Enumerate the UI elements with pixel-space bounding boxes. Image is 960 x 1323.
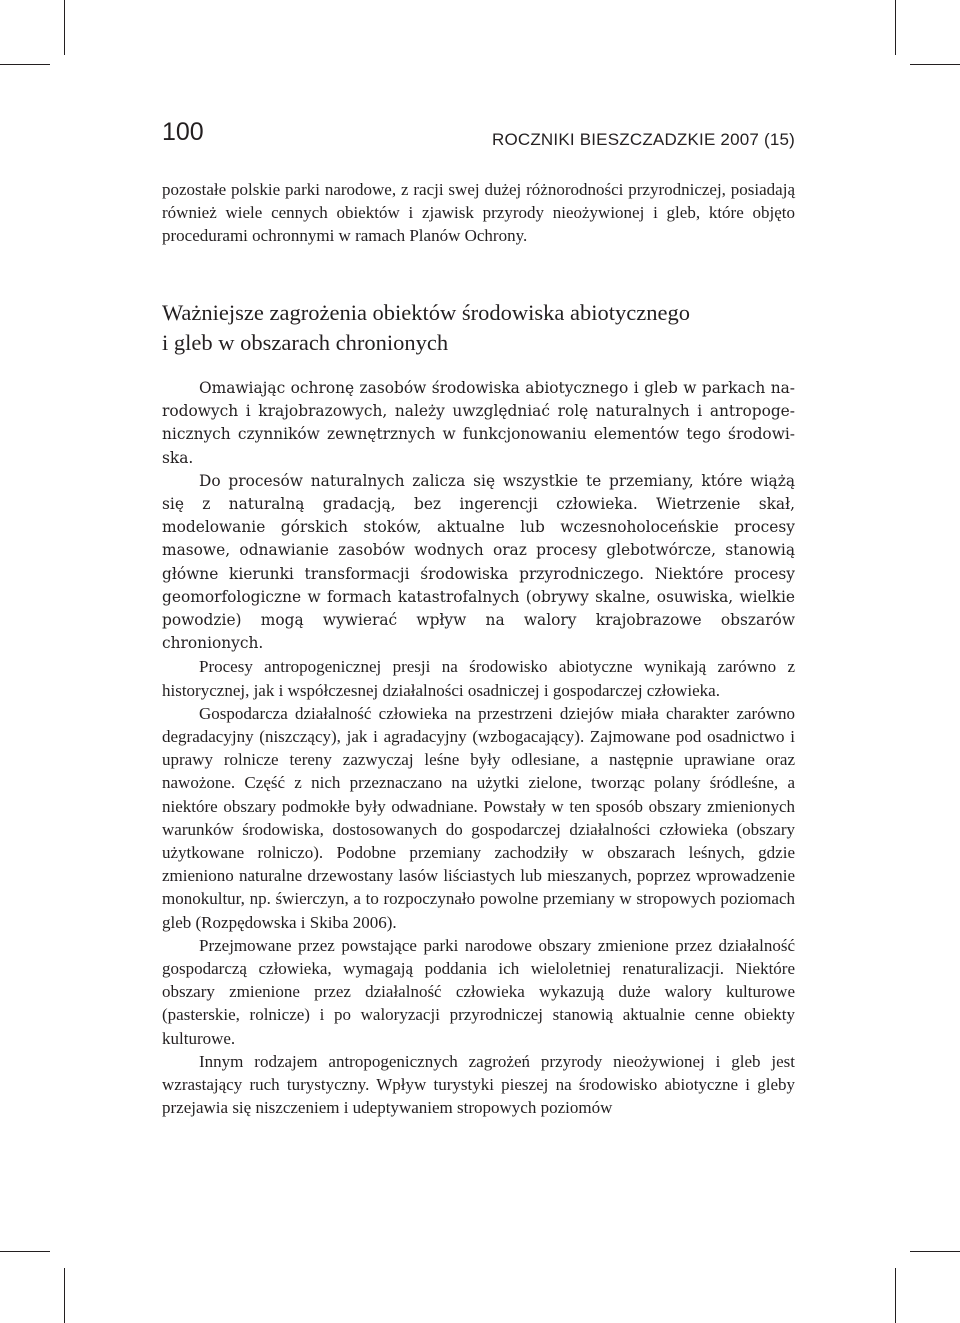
crop-mark-bottom-right-vertical: [895, 1268, 896, 1323]
crop-mark-bottom-left-vertical: [64, 1268, 65, 1323]
body-paragraph: Omawiając ochronę zasobów środowiska abiotycznego i gleb w parkach narodowych i krajobrazowych, należy uwzględniać rolę naturalnych i antropogenicznych czynników zewnętrznych w funkcjonowaniu elementów tego środowiska.: [162, 379, 795, 467]
body-text: [162, 377, 795, 1120]
page-number: 100: [162, 118, 204, 146]
section-title-line-2: i gleb w obszarach chronionych: [162, 330, 449, 355]
crop-mark-bottom-left-horizontal: [0, 1251, 50, 1252]
body-paragraph: Przejmowane przez powstające parki narodowe obszary zmienione przez działalność gospodarczą człowieka, wymagają poddania ich wieloletniej renaturalizacji. Niektóre obszary zmienione przez działalność człowieka wykazują duże walory kulturowe (pasterskie, rolnicze) i po waloryzacji przyrodniczej stanowią aktualnie cenne obiekty kulturowe.: [162, 935, 795, 1048]
section-title: [162, 298, 795, 358]
intro-block: [162, 178, 795, 248]
body-paragraph: Procesy antropogenicznej presji na środowisko abiotyczne wynikają zarówno z historycznej, jak i współczesnej działalności osadniczej i gospodarczej człowieka.: [162, 657, 795, 700]
crop-mark-top-right-vertical: [895, 0, 896, 55]
section-title-line-1: Ważniejsze zagrożenia obiektów środowiska abiotycznego: [162, 300, 690, 325]
body-paragraph: Gospodarcza działalność człowieka na przestrzeni dziejów miała charakter zarówno degradacyjny (niszczący), jak i agradacyjny (wzbogacający). Zajmowane pod osadnictwo i uprawy rolnicze tereny zazwyczaj leśne były odlesiane, a następnie uprawiane oraz nawożone. Część z nich przeznaczano na użytki zielone, tworząc polany śródleśne, a niektóre obszary podmokłe były odwadniane. Powstały w ten sposób obszary zmienionych warunków środowiska, dostosowanych do gospodarczej działalności człowieka (obszary użytkowane rolniczo). Podobne przemiany zachodziły w obszarach leśnych, gdzie zmieniono naturalne drzewostany lasów liściastych lub mieszanych, poprzez wprowadzenie monokultur, np. świerczyn, a to rozpoczynało powolne przemiany w stropowych poziomach gleb (Rozpędowska i Skiba 2006).: [162, 703, 795, 932]
crop-mark-bottom-right-horizontal: [910, 1251, 960, 1252]
intro-paragraph: pozostałe polskie parki narodowe, z racji swej dużej różnorodności przyrodniczej, posiadają również wiele cennych obiektów i zjawisk przyrody nieożywionej i gleb, które objęto procedurami ochronnymi w ramach Planów Ochrony.: [162, 180, 795, 246]
journal-title: ROCZNIKI BIESZCZADZKIE 2007 (15): [491, 130, 795, 149]
crop-mark-top-right-horizontal: [910, 64, 960, 65]
body-paragraph: Do procesów naturalnych zalicza się wszystkie te przemiany, które wiążą się z naturalną gradacją, bez ingerencji człowieka. Wietrzenie skał, modelowanie górskich stoków, aktualne lub wczesnoholoceńskie procesy masowe, odnawianie zasobów wodnych oraz procesy glebotwórcze, stanowią główne kierunki transformacji środowiska przyrodniczego. Niektóre procesy geomorfologiczne w formach katastrofalnych (obrywy skalne, osuwiska, wielkie powodzie) mogą wywierać wpływ na walory krajobrazowe obszarów chronionych.: [162, 471, 795, 653]
crop-mark-top-left-horizontal: [0, 64, 50, 65]
crop-mark-top-left-vertical: [64, 0, 65, 55]
body-paragraph: Innym rodzajem antropogenicznych zagrożeń przyrody nieożywionej i gleb jest wzrastający ruch turystyczny. Wpływ turystyki pieszej na środowisko abiotyczne i gleby przejawia się niszczeniem i udeptywaniem stropowych poziomów: [162, 1051, 795, 1118]
